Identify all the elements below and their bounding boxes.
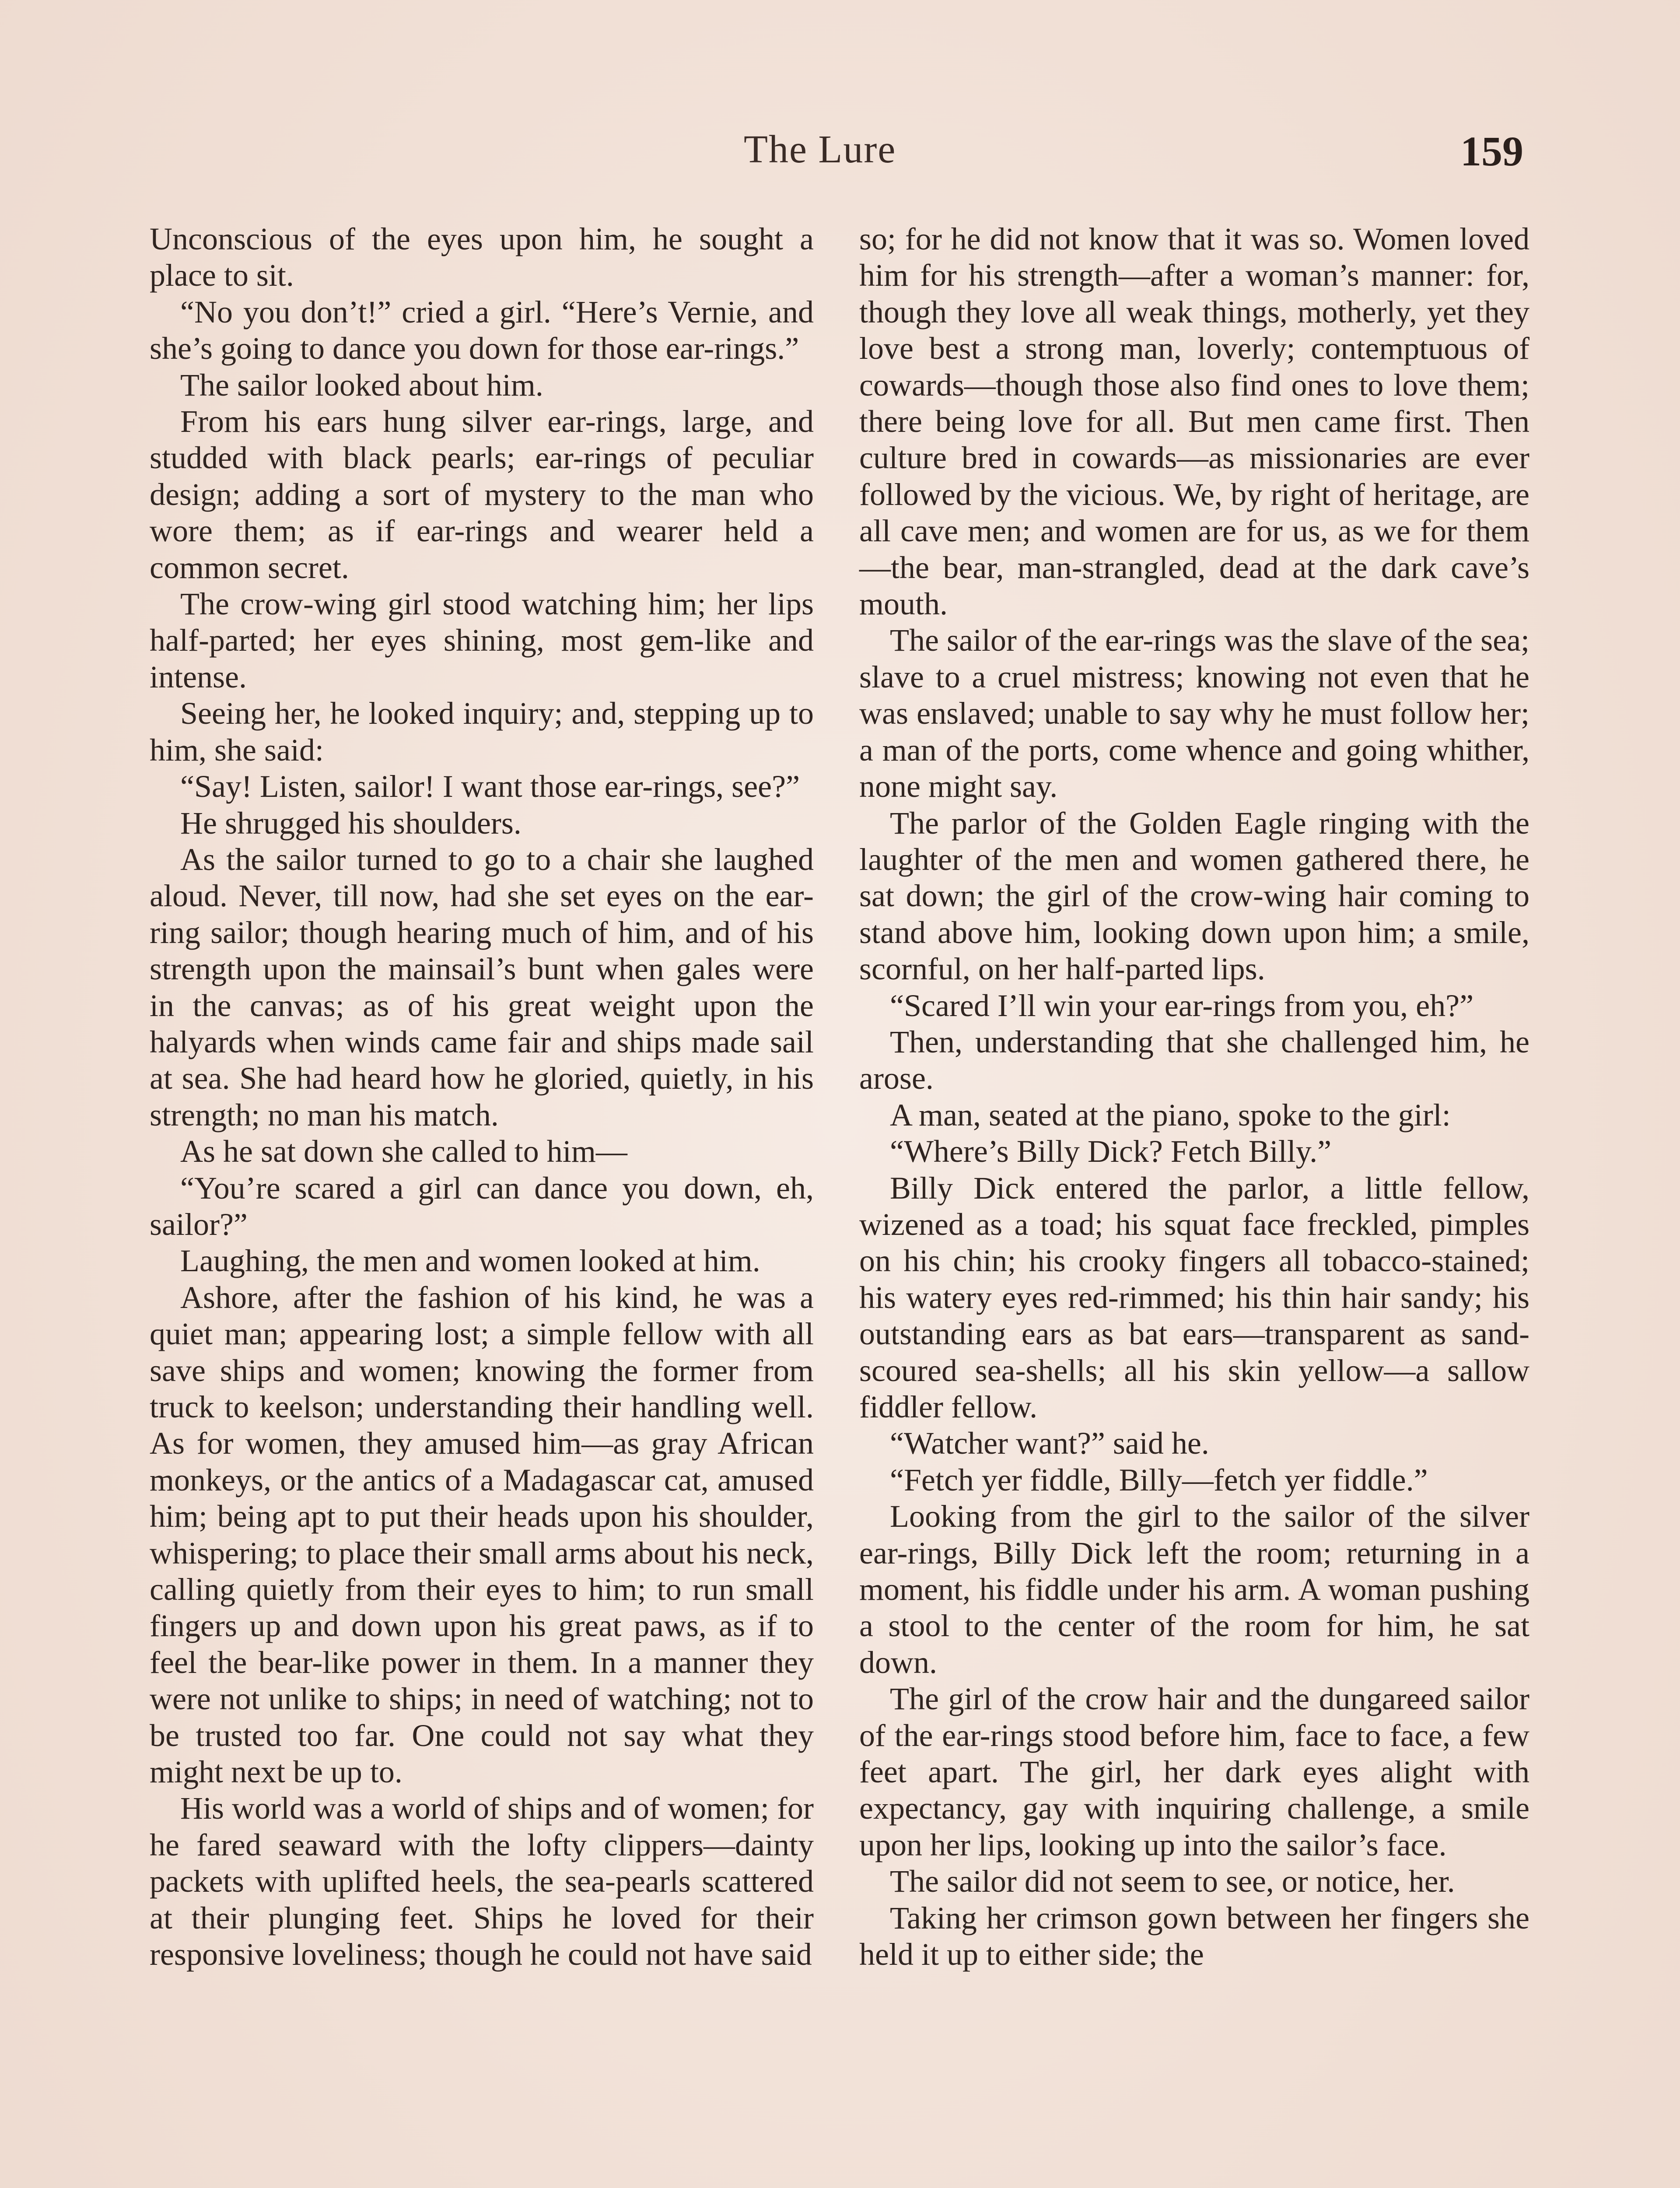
paragraph: The sailor looked about him.	[180, 367, 543, 403]
paragraph: The girl of the crow hair and the dungareed sailor of the ear-rings stood before him, face to face, a few feet apart. The girl, her dark eyes alight with expectancy, gay with inquiring challenge, a smile upon her lips, looking up into the sailor’s face.	[859, 1681, 1530, 1862]
paragraph: Unconscious of the eyes upon him, he sought a place to sit.	[150, 221, 814, 293]
paragraph: Laughing, the men and women looked at him.	[180, 1243, 760, 1279]
page-header	[0, 127, 1680, 188]
paragraph: A man, seated at the piano, spoke to the girl:	[890, 1097, 1451, 1133]
paragraph: As he sat down she called to him—	[180, 1134, 627, 1169]
paragraph: His world was a world of ships and of women; for he fared seaward with the lofty clippers—dainty packets with uplifted heels, the sea-pearls scattered at their plunging feet. Ships he loved for their responsive loveliness; though he could not have said	[150, 1791, 814, 1972]
paragraph: He shrugged his shoulders.	[180, 805, 522, 841]
paragraph: Billy Dick entered the parlor, a little fellow, wizened as a toad; his squat face freckled, pimples on his chin; his crooky fingers all tobacco-stained; his watery eyes red-rimmed; his thin hair sandy; his outstanding ears as bat ears—transparent as sand-scoured sea-shells; all his skin yellow—a sallow fiddler fellow.	[859, 1170, 1530, 1424]
paragraph: Looking from the girl to the sailor of the silver ear-rings, Billy Dick left the room; returning in a moment, his fiddle under his arm. A woman pushing a stool to the center of the room for him, he sat down.	[859, 1499, 1530, 1680]
page-number: 159	[1460, 128, 1523, 175]
paragraph: “Where’s Billy Dick? Fetch Billy.”	[890, 1134, 1332, 1169]
paragraph: Taking her crimson gown between her fingers she held it up to either side; the	[859, 1900, 1530, 1972]
paragraph: Ashore, after the fashion of his kind, he was a quiet man; appearing lost; a simple fellow with all save ships and women; knowing the former from truck to keelson; understanding their handling well. As for women, they amused him—as gray African monkeys, or the antics of a Madagascar cat, amused him; being apt to put their heads upon his shoulder, whispering; to place their small arms about his neck, calling quietly from their eyes to him; to run small fingers up and down upon his great paws, as if to feel the bear-like power in them. In a manner they were not unlike to ships; in need of watching; not to be trusted too far. One could not say what they might next be up to.	[150, 1280, 814, 1790]
paragraph: “Say! Listen, sailor! I want those ear-rings, see?”	[180, 769, 800, 804]
paragraph: “No you don’t!” cried a girl. “Here’s Vernie, and she’s going to dance you down for those ear-rings.”	[150, 294, 814, 366]
paragraph: From his ears hung silver ear-rings, large, and studded with black pearls; ear-rings of peculiar design; adding a sort of mystery to the man who wore them; as if ear-rings and wearer held a common secret.	[150, 404, 814, 585]
paragraph: The parlor of the Golden Eagle ringing with the laughter of the men and women gathered there, he sat down; the girl of the crow-wing hair coming to stand above him, looking down upon him; a smile, scornful, on her half-parted lips.	[859, 805, 1530, 987]
paragraph: “Watcher want?” said he.	[890, 1426, 1209, 1461]
right-column	[859, 221, 1530, 1973]
paragraph: “Scared I’ll win your ear-rings from you, eh?”	[890, 988, 1474, 1023]
left-column	[150, 221, 814, 1973]
paragraph: so; for he did not know that it was so. Women loved him for his strength—after a woman’s manner: for, though they love all weak things, motherly, yet they love best a strong man, loverly; contemptuous of cowards—though those also find ones to love them; there being love for all. But men came first. Then culture bred in cowards—as missionaries are ever followed by the vicious. We, by right of heritage, are all cave men; and women are for us, as we for them—the bear, man-strangled, dead at the dark cave’s mouth.	[859, 221, 1530, 622]
paragraph: Then, understanding that she challenged him, he arose.	[859, 1024, 1530, 1096]
running-title: The Lure	[744, 128, 896, 171]
paragraph: As the sailor turned to go to a chair she laughed aloud. Never, till now, had she set eyes on the ear-ring sailor; though hearing much of him, and of his strength upon the mainsail’s bunt when gales were in the canvas; as of his great weight upon the halyards when winds came fair and ships made sail at sea. She had heard how he gloried, quietly, in his strength; no man his match.	[150, 842, 814, 1133]
paragraph: The crow-wing girl stood watching him; her lips half-parted; her eyes shining, most gem-like and intense.	[150, 586, 814, 694]
paragraph: The sailor of the ear-rings was the slave of the sea; slave to a cruel mistress; knowing not even that he was enslaved; unable to say why he must follow her; a man of the ports, come whence and going whither, none might say.	[859, 623, 1530, 804]
paragraph: “Fetch yer fiddle, Billy—fetch yer fiddle.”	[890, 1462, 1428, 1497]
paragraph: “You’re scared a girl can dance you down, eh, sailor?”	[150, 1170, 814, 1242]
paragraph: The sailor did not seem to see, or notice, her.	[890, 1864, 1455, 1899]
paragraph: Seeing her, he looked inquiry; and, stepping up to him, she said:	[150, 696, 814, 768]
